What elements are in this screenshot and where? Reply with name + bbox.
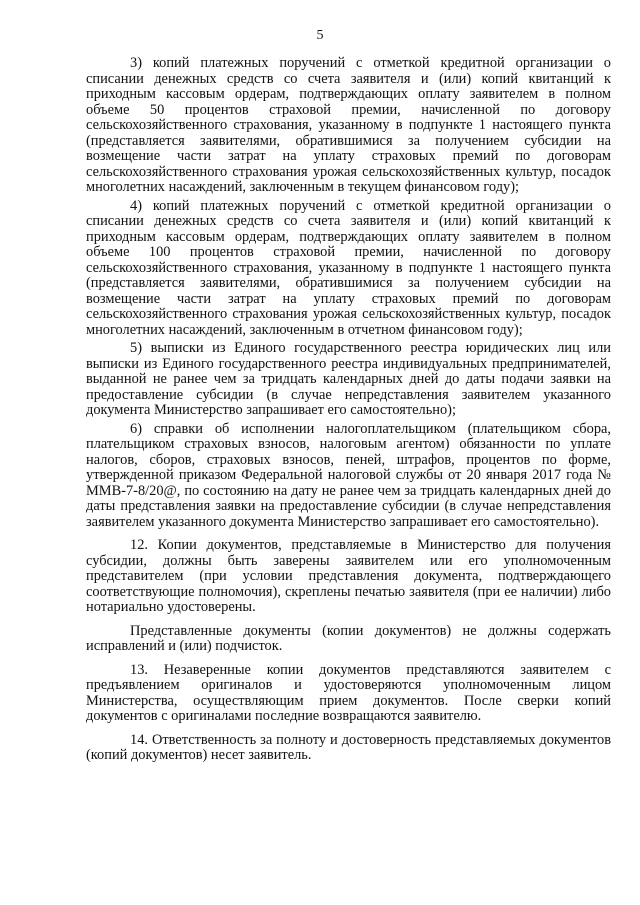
paragraph-clause-13: 13. Незаверенные копии документов представляются заявителем с предъявлением оригиналов и удостоверяются уполномоченным лицом Министерства, осуществляющим прием документов. После сверки копий документов с оригиналами последние возвращаются заявителю. (86, 661, 611, 724)
page-number: 5 (316, 28, 324, 43)
paragraph-item-5: 5) выписки из Единого государственного реестра юридических лиц или выписки из Единого государственного реестра индивидуальных предпринимателей, выданной не ранее чем за тридцать календарных дней до даты подачи заявки на предоставление субсидии (в случае непредставления заявителем указанного документа Министерство запрашивает его самостоятельно); (86, 340, 611, 418)
paragraph-item-4: 4) копий платежных поручений с отметкой кредитной организации о списании денежных средств со счета заявителя и (или) копий квитанций к приходным кассовым ордерам, подтверждающих оплату заявителем в полном объеме 100 процентов страховой премии, начисленной по договору сельскохозяйственного страхования, указанному в подпункте 1 настоящего пункта (представляется заявителями, обратившимися за получением субсидии на возмещение части затрат на уплату страховых премий по договорам сельскохозяйственного страхования урожая сельскохозяйственных культур, посадок многолетних насаждений, заключенным в отчетном финансовом году); (86, 197, 611, 338)
document-body (86, 56, 611, 767)
paragraph-clause-12: 12. Копии документов, представляемые в Министерство для получения субсидии, должны быть заверены заявителем или его уполномоченным представителем (при условии представления документа, подтверждающего соответствующие полномочия), скреплены печатью заявителя (при ее наличии) либо нотариально удостоверены. (86, 537, 611, 615)
paragraph-no-corrections: Представленные документы (копии документов) не должны содержать исправлений и (или) подчисток. (86, 622, 611, 654)
paragraph-clause-14: 14. Ответственность за полноту и достоверность представляемых документов (копий документов) несет заявитель. (86, 731, 611, 763)
paragraph-item-6: 6) справки об исполнении налогоплательщиком (плательщиком сбора, плательщиком страховых взносов, налоговым агентом) обязанности по уплате налогов, сборов, страховых взносов, пеней, штрафов, процентов по форме, утвержденной приказом Федеральной налоговой службы от 20 января 2017 года № ММВ-7-8/20@, по состоянию на дату не ранее чем за тридцать календарных дней до даты представления заявки на предоставление субсидии (в случае непредставления заявителем указанного документа Министерство запрашивает его самостоятельно). (86, 420, 611, 530)
paragraph-item-3: 3) копий платежных поручений с отметкой кредитной организации о списании денежных средств со счета заявителя и (или) копий квитанций к приходным кассовым ордерам, подтверждающих оплату заявителем в полном объеме 50 процентов страховой премии, начисленной по договору сельскохозяйственного страхования, указанному в подпункте 1 настоящего пункта (представляется заявителями, обратившимися за получением субсидии на возмещение части затрат на уплату страховых премий по договорам сельскохозяйственного страхования урожая сельскохозяйственных культур, посадок многолетних насаждений, заключенным в текущем финансовом году); (86, 55, 611, 195)
